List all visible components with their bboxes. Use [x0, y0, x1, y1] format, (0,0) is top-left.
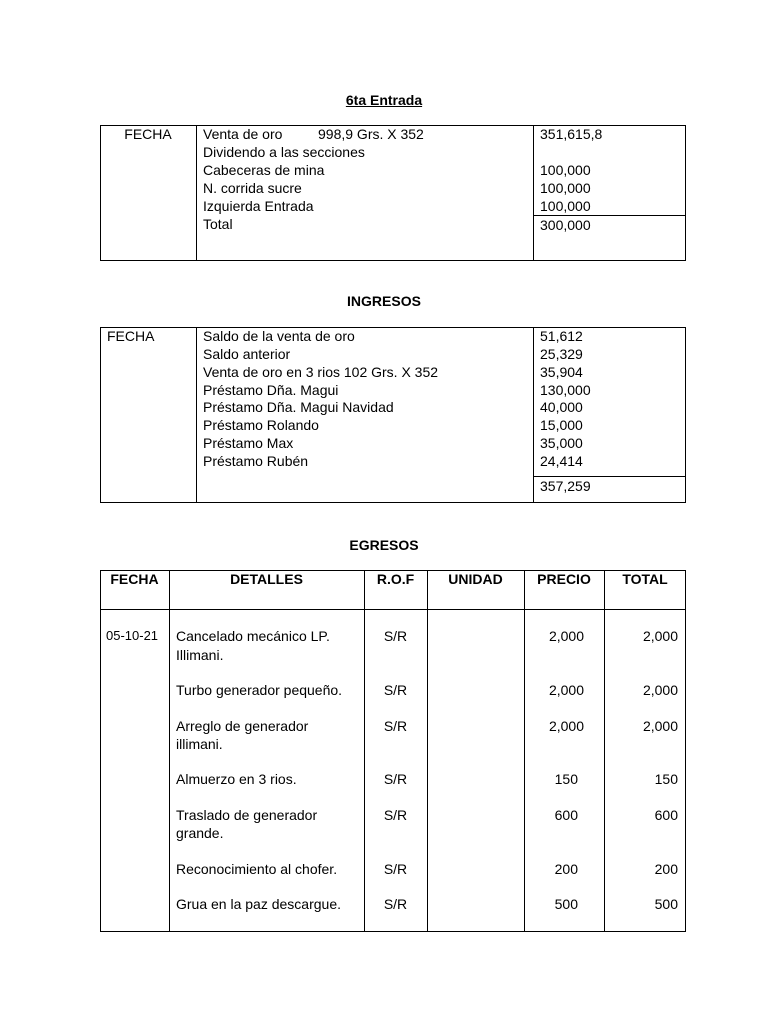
entrada-row-amount: 100,000: [540, 180, 591, 196]
entrada-row-desc: Dividendo a las secciones: [203, 144, 365, 160]
egresos-row-precio: 200: [554, 861, 578, 877]
header-fecha: FECHA: [110, 571, 159, 587]
egresos-row-detail-line2: illimani.: [176, 736, 223, 752]
egresos-row-total: 150: [654, 771, 678, 787]
egresos-row-precio: 2,000: [548, 718, 584, 734]
section-title-ingresos: INGRESOS: [347, 293, 421, 309]
egresos-row-rof: S/R: [383, 861, 408, 877]
egresos-row-detail: Traslado de generador: [176, 807, 318, 823]
ingresos-row-desc: Préstamo Dña. Magui Navidad: [203, 399, 394, 415]
egresos-row-precio: 500: [554, 896, 578, 912]
entrada-row-desc: Cabeceras de mina: [203, 162, 325, 178]
ingresos-row-amount: 40,000: [540, 399, 583, 415]
entrada-total-label: Total: [203, 216, 233, 232]
egresos-row-detail: Reconocimiento al chofer.: [176, 861, 338, 877]
header-detalles: DETALLES: [230, 571, 303, 587]
entrada-total-amount: 300,000: [540, 217, 591, 233]
egresos-row-detail: Turbo generador pequeño.: [176, 682, 343, 698]
egresos-row-total: 2,000: [642, 718, 678, 734]
egresos-row-detail: Arreglo de generador: [176, 718, 309, 734]
section-title-6ta-entrada: 6ta Entrada: [345, 92, 423, 108]
header-precio: PRECIO: [537, 571, 591, 587]
egresos-row-rof: S/R: [383, 807, 408, 823]
egresos-row-total: 200: [654, 861, 678, 877]
header-unidad: UNIDAD: [448, 571, 503, 587]
egresos-row-total: 2,000: [642, 628, 678, 644]
entrada-row-detail: 998,9 Grs. X 352: [318, 126, 424, 142]
ingresos-row-amount: 35,000: [540, 435, 583, 451]
ingresos-row-amount: 25,329: [540, 346, 583, 362]
entrada-date-label: FECHA: [124, 126, 172, 142]
ingresos-row-desc: Préstamo Rubén: [203, 453, 309, 469]
egresos-row-detail: Almuerzo en 3 rios.: [176, 771, 297, 787]
egresos-row-total: 500: [654, 896, 678, 912]
egresos-date: 05-10-21: [106, 628, 159, 643]
egresos-row-rof: S/R: [383, 896, 408, 912]
ingresos-row-desc: Venta de oro en 3 rios 102 Grs. X 352: [203, 364, 439, 380]
egresos-row-rof: S/R: [383, 682, 408, 698]
egresos-row-rof: S/R: [383, 628, 408, 644]
egresos-row-detail: Grua en la paz descargue.: [176, 896, 341, 912]
section-title-egresos: EGRESOS: [349, 537, 419, 553]
entrada-row-desc: Izquierda Entrada: [203, 198, 314, 214]
entrada-row-amount: 100,000: [540, 162, 591, 178]
header-rof: R.O.F: [376, 571, 415, 587]
header-total: TOTAL: [622, 571, 668, 587]
egresos-row-detail-line2: grande.: [176, 825, 224, 841]
egresos-row-rof: S/R: [383, 771, 408, 787]
ingresos-row-amount: 130,000: [540, 382, 591, 398]
ingresos-row-amount: 15,000: [540, 417, 583, 433]
ingresos-row-desc: Saldo anterior: [203, 346, 291, 362]
ingresos-row-amount: 51,612: [540, 328, 583, 344]
egresos-row-rof: S/R: [383, 718, 408, 734]
ingresos-row-amount: 24,414: [540, 453, 583, 469]
ingresos-row-amount: 35,904: [540, 364, 583, 380]
egresos-row-precio: 2,000: [548, 628, 584, 644]
entrada-row-desc: N. corrida sucre: [203, 180, 302, 196]
egresos-row-precio: 2,000: [548, 682, 584, 698]
ingresos-row-desc: Préstamo Rolando: [203, 417, 319, 433]
egresos-row-precio: 150: [554, 771, 578, 787]
entrada-row-desc: Venta de oro: [203, 126, 283, 142]
entrada-table: [100, 125, 686, 261]
egresos-row-total: 2,000: [642, 682, 678, 698]
ingresos-total-amount: 357,259: [540, 478, 591, 494]
ingresos-row-desc: Préstamo Dña. Magui: [203, 382, 339, 398]
egresos-row-precio: 600: [554, 807, 578, 823]
ingresos-date-label: FECHA: [107, 328, 155, 344]
egresos-row-detail: Cancelado mecánico LP.: [176, 628, 330, 644]
egresos-row-detail-line2: Illimani.: [176, 647, 224, 663]
entrada-row-amount: 351,615,8: [540, 126, 603, 142]
egresos-row-total: 600: [654, 807, 678, 823]
ingresos-row-desc: Préstamo Max: [203, 435, 294, 451]
ingresos-row-desc: Saldo de la venta de oro: [203, 328, 355, 344]
entrada-row-amount: 100,000: [540, 198, 591, 214]
